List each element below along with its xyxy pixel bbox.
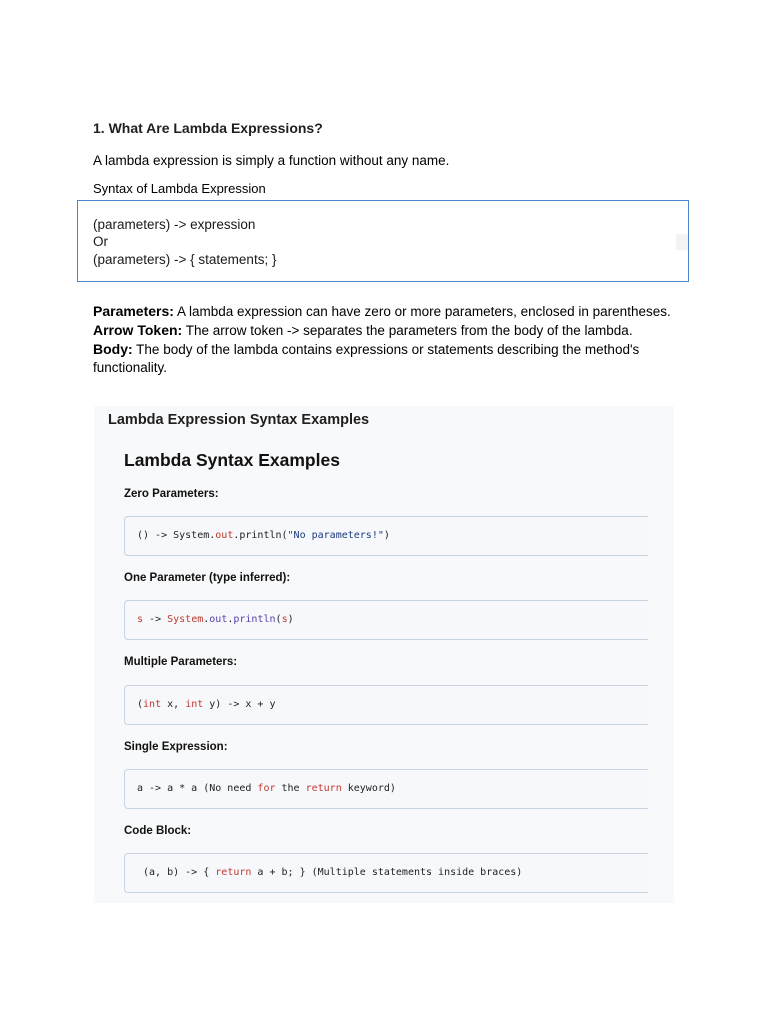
code-token: (a, b) -> { <box>137 867 216 878</box>
code-token: a -> a * a (No need <box>137 783 258 794</box>
definition-term: Body: <box>93 341 133 357</box>
figure-title: Lambda Syntax Examples <box>124 450 340 470</box>
code-token: return <box>215 867 252 878</box>
example-label: One Parameter (type inferred): <box>124 572 291 584</box>
code-token: s <box>137 614 144 625</box>
code-token: out <box>215 530 234 541</box>
code-token: () -> System. <box>137 530 216 541</box>
example-label: Zero Parameters: <box>124 488 219 500</box>
code-token: ) <box>287 614 294 625</box>
example-code <box>124 600 648 640</box>
section-heading: 1. What Are Lambda Expressions? <box>93 120 323 136</box>
definition-term: Arrow Token: <box>93 322 183 338</box>
syntax-label: Syntax of Lambda Expression <box>93 181 266 196</box>
code-token: -> <box>143 614 168 625</box>
syntax-code-box <box>77 200 689 282</box>
syntax-line: Or <box>93 234 108 249</box>
example-label: Multiple Parameters: <box>124 656 238 668</box>
code-token: a + b; } (Multiple statements inside braces) <box>251 867 523 878</box>
code-token: int <box>143 699 162 710</box>
example-label: Single Expression: <box>124 741 228 753</box>
example-code <box>124 516 648 556</box>
code-token: . <box>227 614 234 625</box>
figure-caption: Lambda Expression Syntax Examples <box>108 412 370 428</box>
definition-parameters <box>93 302 673 321</box>
definition-text: The arrow token -> separates the parameters from the body of the lambda. <box>182 323 633 338</box>
code-token: ) <box>383 530 390 541</box>
syntax-line: (parameters) -> expression <box>93 217 256 232</box>
example-code <box>124 769 648 809</box>
intro-paragraph: A lambda expression is simply a function without any name. <box>93 153 450 168</box>
definition-term: Parameters: <box>93 303 174 319</box>
example-code <box>124 685 648 725</box>
code-token: int <box>185 699 204 710</box>
code-token: . <box>203 614 210 625</box>
example-code <box>124 853 648 893</box>
code-token: System <box>167 614 204 625</box>
code-token: x, <box>161 699 186 710</box>
code-token: the <box>275 783 306 794</box>
code-token: "No parameters!" <box>287 530 384 541</box>
definition-text: A lambda expression can have zero or more parameters, enclosed in parentheses. <box>173 304 671 319</box>
example-label: Code Block: <box>124 825 192 837</box>
code-token: .println( <box>233 530 288 541</box>
code-token: out <box>209 614 228 625</box>
syntax-line: (parameters) -> { statements; } <box>93 252 277 267</box>
definition-arrow-token <box>93 321 673 340</box>
code-token: y) -> x + y <box>203 699 276 710</box>
code-token: for <box>257 783 276 794</box>
definitions-list <box>93 302 673 377</box>
code-token: println <box>233 614 276 625</box>
code-token: ( <box>137 699 144 710</box>
box-notch <box>676 234 688 250</box>
code-token: keyword) <box>341 783 396 794</box>
definition-body <box>93 340 673 377</box>
code-token: ( <box>275 614 282 625</box>
definition-text: The body of the lambda contains expressions or statements describing the method's functionality. <box>93 342 640 375</box>
code-token: return <box>305 783 342 794</box>
code-token: s <box>281 614 288 625</box>
syntax-examples-figure <box>94 406 674 903</box>
